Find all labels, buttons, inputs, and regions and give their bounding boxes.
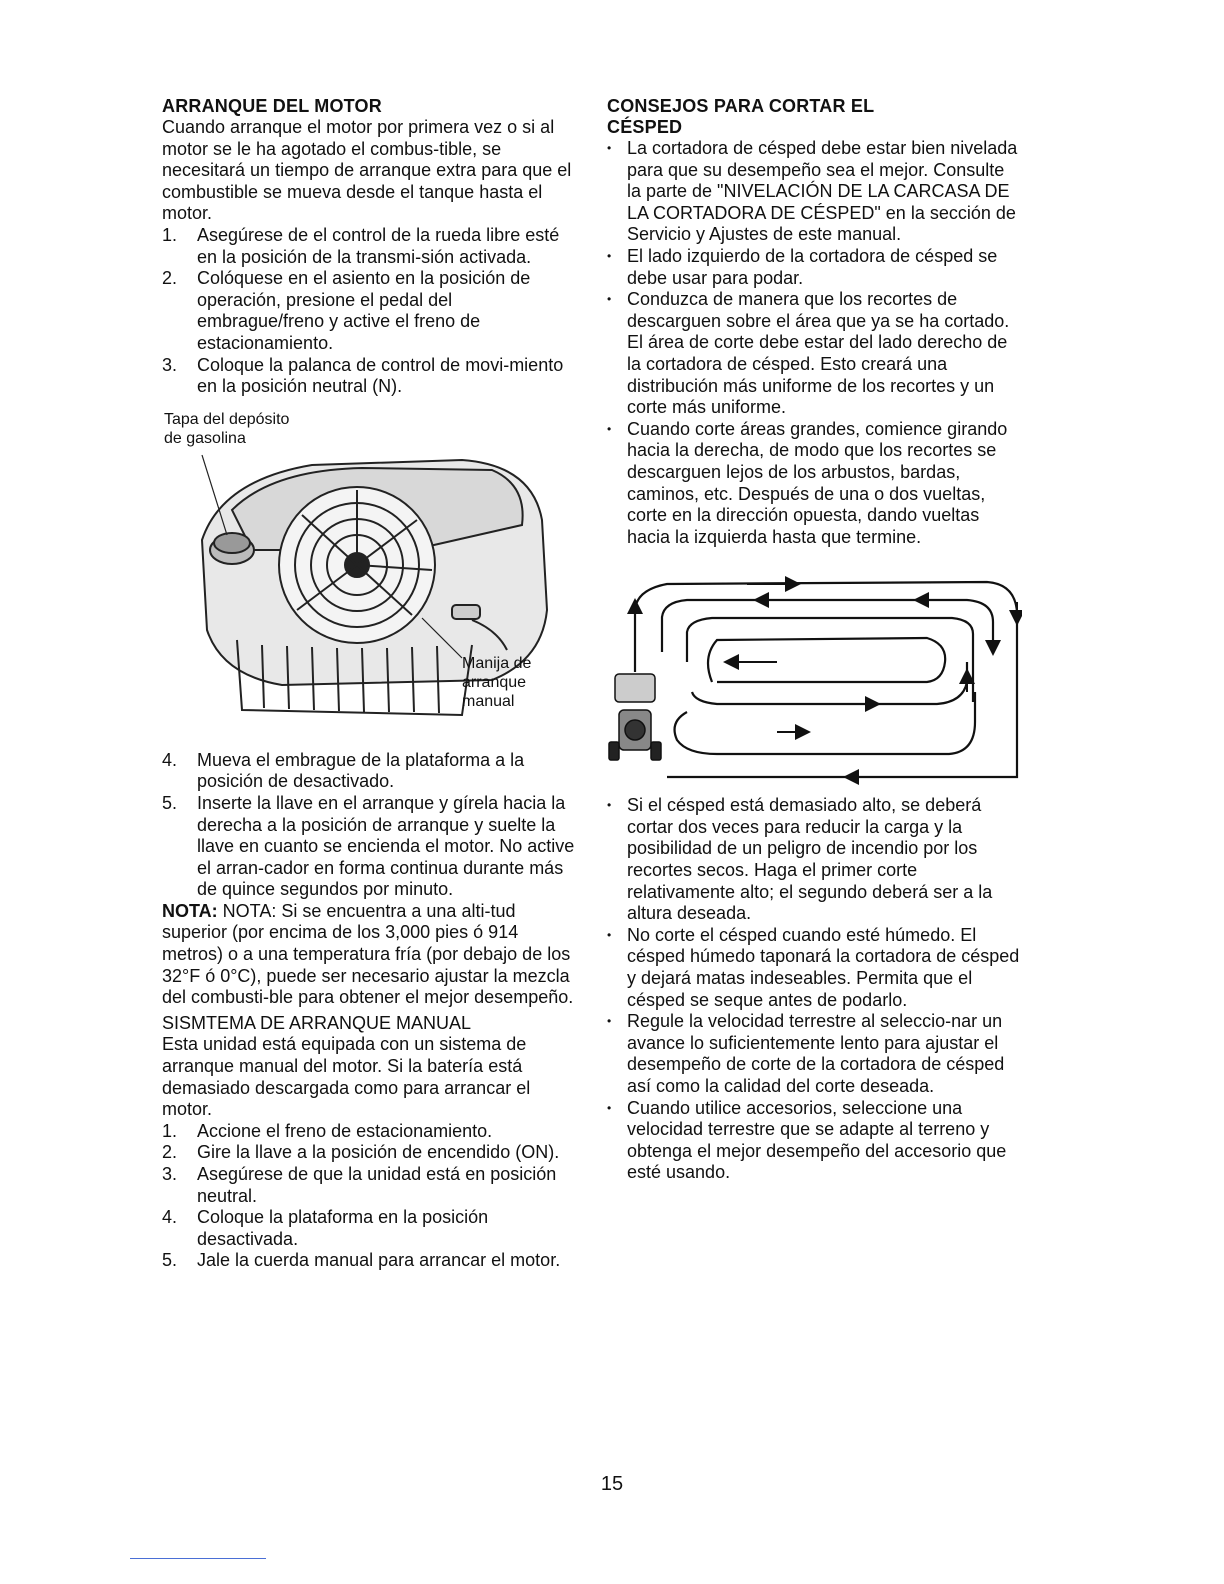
tip-item: • La cortadora de césped debe estar bien nivelada para que su desempeño sea el mejor. Consulte la parte de "NIVELACIÓN DE LA CARCASA DE LA CORTADORA DE CÉSPED" en la sección de Servicio y Ajustes de este manual. <box>607 138 1022 246</box>
manual-start-intro: Esta unidad está equipada con un sistema de arranque manual del motor. Si la batería está demasiado descargada como para arrancar el motor. <box>162 1034 531 1120</box>
engine-figure <box>162 410 582 750</box>
fuel-cap-caption <box>164 410 289 448</box>
tip-item: • Cuando corte áreas grandes, comience girando hacia la derecha, de modo que los recortes se descarguen lejos de los arbustos, bardas, caminos, etc. Después de una o dos vueltas, corte en la dirección opuesta, dando vueltas hacia la izquierda hasta que termine. <box>607 419 1022 549</box>
step-item <box>162 1121 582 1143</box>
tip-item: • Conduzca de manera que los recortes de descarguen sobre el área que ya se ha cortado. El área de corte debe estar del lado derecho de la cortadora de césped. Esto creará una distribución más uniforme de los recortes y un corte más uniforme. <box>607 289 1022 419</box>
step-number: 3. <box>162 354 178 375</box>
step-text: Asegúrese de el control de la rueda libre esté en la posición de la transmi-sión activada. <box>197 224 560 267</box>
section-heading-starting: ARRANQUE DEL MOTOR <box>162 96 382 116</box>
heading-line: CONSEJOS PARA CORTAR EL <box>607 96 875 116</box>
note-text: NOTA: Si se encuentra a una alti-tud superior (por encima de los 3,000 pies ó 914 metros) o a una temperatura fría (por debajo de los 32°F ó 0°C), puede ser necesario ajustar la mezcla del combusti-ble para obtener el mejor desempeño. <box>162 900 574 1008</box>
step-number: 5. <box>162 792 178 813</box>
mowing-pattern-diagram <box>607 562 1022 787</box>
step-item <box>162 1250 582 1272</box>
caption-line: Manija de <box>462 654 532 672</box>
step-item <box>162 355 582 398</box>
step-text: Colóquese en el asiento en la posición de operación, presione el pedal del embrague/freno y active el freno de estacionamiento. <box>197 268 531 353</box>
tip-item: • Regule la velocidad terrestre al seleccio-nar un avance lo suficientemente lento para ajustar el desempeño de corte de la cortadora de césped así como la calidad del corte deseada. <box>607 1011 1022 1097</box>
starting-steps-b <box>162 750 582 901</box>
right-column <box>607 96 1022 1184</box>
step-number: 2. <box>162 1142 178 1163</box>
step-item <box>162 225 582 268</box>
footer-rule <box>130 1558 266 1559</box>
section-heading-mowing-tips <box>607 96 1022 138</box>
manual-start-heading: SISMTEMA DE ARRANQUE MANUAL <box>162 1012 472 1033</box>
step-number: 2. <box>162 268 178 289</box>
pull-handle-caption <box>462 654 531 711</box>
caption-line: manual <box>462 692 515 710</box>
tip-item: • Si el césped está demasiado alto, se deberá cortar dos veces para reducir la carga y la posibilidad de un peligro de incendio por los recortes secos. Haga el primer corte relativamente alto; el segundo deberá ser a la altura deseada. <box>607 795 1022 925</box>
step-item <box>162 1142 582 1164</box>
manual-start-steps <box>162 1121 582 1272</box>
mowing-tips-list-a <box>607 138 1022 548</box>
step-number: 1. <box>162 1120 178 1141</box>
step-number: 3. <box>162 1164 178 1184</box>
step-number: 4. <box>162 1207 178 1228</box>
left-column <box>162 96 582 1272</box>
step-item <box>162 793 582 901</box>
tip-item: • El lado izquierdo de la cortadora de césped se debe usar para podar. <box>607 246 1022 289</box>
step-item <box>162 268 582 354</box>
step-text: Mueva el embrague de la plataforma a la posición de desactivado. <box>197 749 525 792</box>
page-number: 15 <box>600 1473 624 1495</box>
heading-line: CÉSPED <box>607 117 683 137</box>
caption-line: arranque <box>462 673 527 691</box>
mowing-tips-list-b <box>607 795 1022 1184</box>
step-item <box>162 1207 582 1250</box>
tip-item: • Cuando utilice accesorios, seleccione una velocidad terrestre que se adapte al terreno y obtenga el mejor desempeño del accesorio que esté usando. <box>607 1098 1022 1184</box>
step-item <box>162 1164 582 1207</box>
note-label: NOTA: <box>162 900 218 921</box>
note-paragraph <box>162 901 582 1009</box>
step-number: 4. <box>162 749 178 770</box>
step-number: 1. <box>162 224 178 245</box>
step-text: Coloque la palanca de control de movi-miento en la posición neutral (N). <box>197 354 564 397</box>
step-text: Gire la llave a la posición de encendido (ON). <box>197 1142 560 1163</box>
caption-line: de gasolina <box>164 429 246 447</box>
starting-steps-a <box>162 225 582 398</box>
mowing-pattern-figure <box>607 562 1022 787</box>
step-text: Asegúrese de que la unidad está en posición neutral. <box>197 1164 557 1206</box>
step-item <box>162 750 582 793</box>
tip-item: • No corte el césped cuando esté húmedo. El césped húmedo taponará la cortadora de césped y dejará matas indeseables. Permita que el césped se seque antes de podarlo. <box>607 925 1022 1011</box>
step-number: 5. <box>162 1250 178 1271</box>
step-text: Jale la cuerda manual para arrancar el motor. <box>197 1250 561 1271</box>
step-text: Inserte la llave en el arranque y gírela hacia la derecha a la posición de arranque y suelte la llave en cuanto se encienda el motor. No active el arran-cador en forma continua durante más de quince segundos por minuto. <box>197 792 575 900</box>
starting-intro: Cuando arranque el motor por primera vez o si al motor se le ha agotado el combus-tible, se necesitará un tiempo de arranque extra para que el combustible se mueva desde el tanque hasta el motor. <box>162 117 572 224</box>
step-text: Coloque la plataforma en la posición desactivada. <box>197 1207 489 1249</box>
caption-line: Tapa del depósito <box>164 410 290 428</box>
step-text: Accione el freno de estacionamiento. <box>197 1120 493 1141</box>
